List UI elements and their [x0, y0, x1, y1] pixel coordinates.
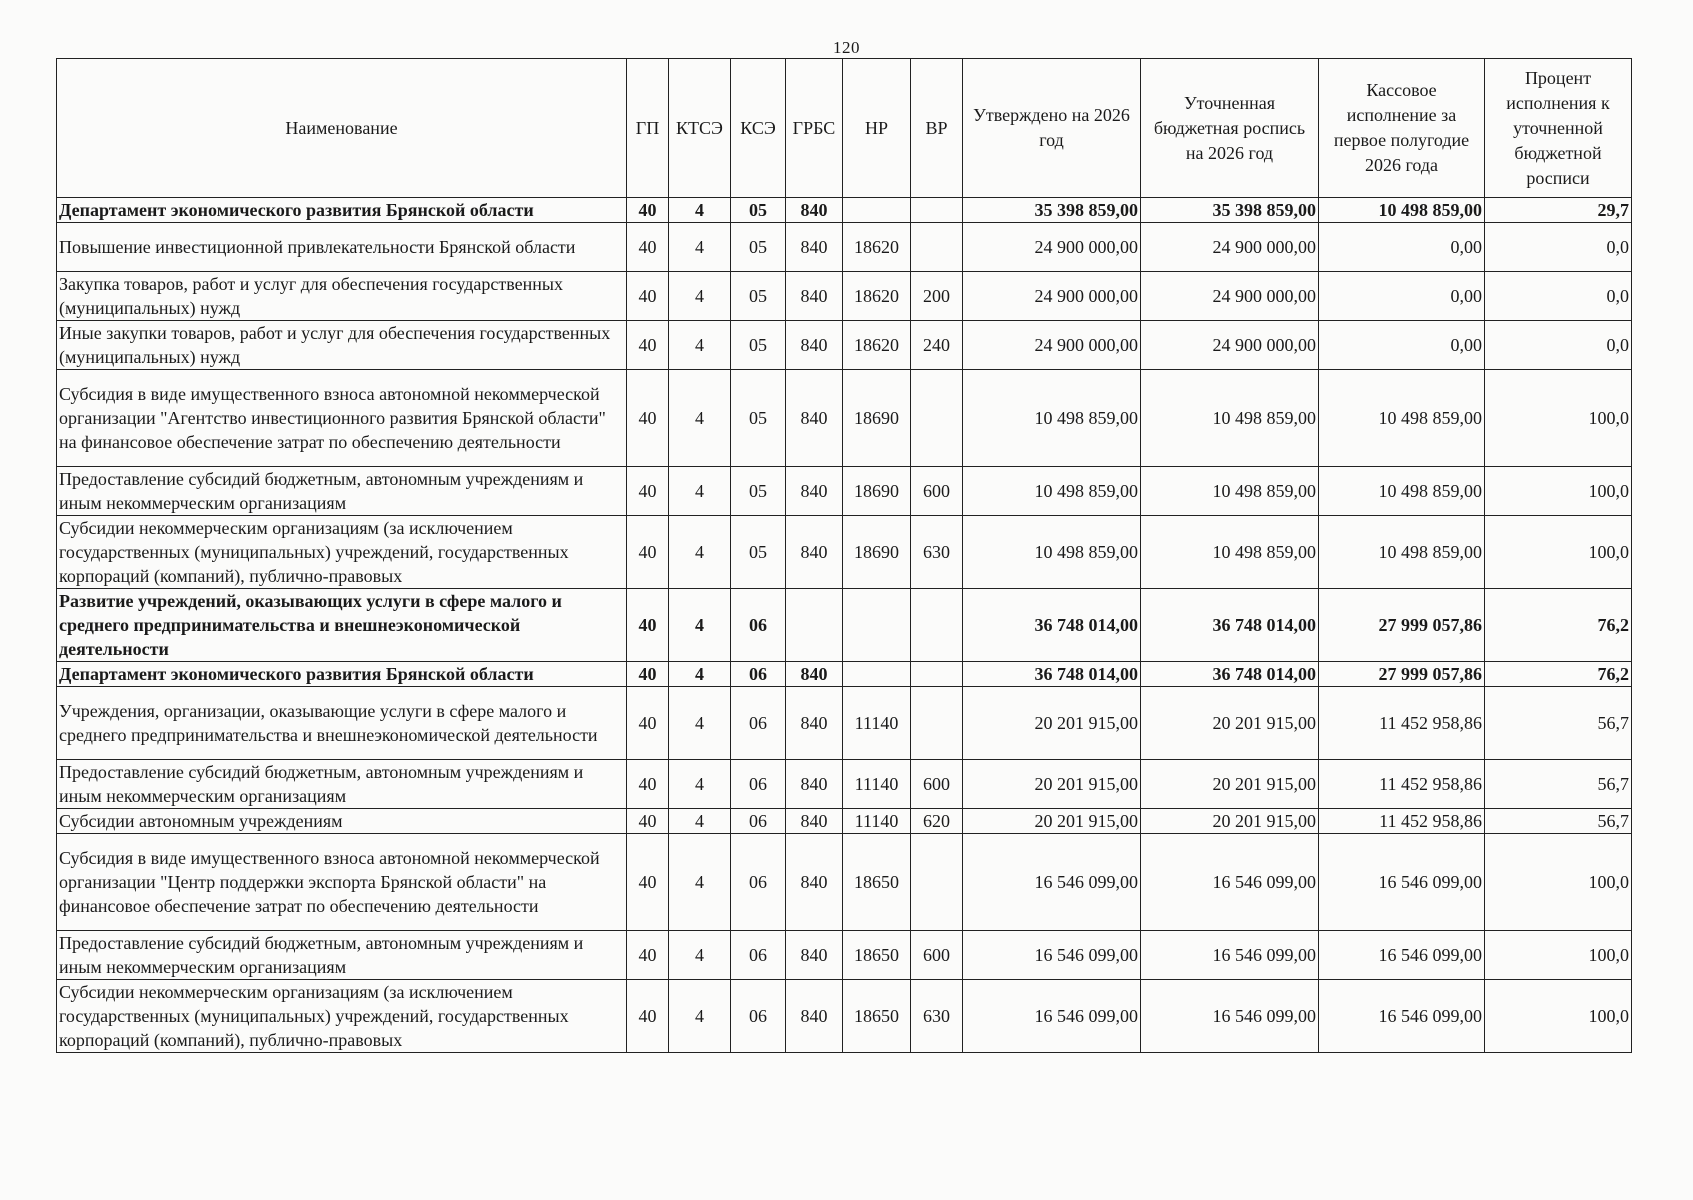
- table-row: [57, 467, 1632, 516]
- cell-refined: 24 900 000,00: [1141, 272, 1319, 321]
- cell-approved: 20 201 915,00: [963, 687, 1141, 760]
- cell-kse: 06: [731, 980, 786, 1053]
- cell-refined: 36 748 014,00: [1141, 589, 1319, 662]
- cell-kse: 05: [731, 467, 786, 516]
- cell-ktse: 4: [669, 931, 731, 980]
- cell-percent: 56,7: [1485, 687, 1632, 760]
- cell-name: Повышение инвестиционной привлекательности Брянской области: [57, 223, 627, 272]
- cell-vr: [911, 198, 963, 223]
- cell-nr: [843, 198, 911, 223]
- cell-grbs: [786, 589, 843, 662]
- cell-gp: 40: [627, 760, 669, 809]
- table-row: [57, 980, 1632, 1053]
- cell-ktse: 4: [669, 370, 731, 467]
- cell-refined: 16 546 099,00: [1141, 980, 1319, 1053]
- cell-approved: 10 498 859,00: [963, 467, 1141, 516]
- cell-vr: 620: [911, 809, 963, 834]
- table-row: [57, 198, 1632, 223]
- cell-percent: 56,7: [1485, 809, 1632, 834]
- header-cash: Кассовое исполнение за первое полугодие 2026 года: [1319, 59, 1485, 198]
- header-refined: Уточненная бюджетная роспись на 2026 год: [1141, 59, 1319, 198]
- cell-gp: 40: [627, 272, 669, 321]
- cell-gp: 40: [627, 516, 669, 589]
- cell-percent: 76,2: [1485, 662, 1632, 687]
- cell-percent: 100,0: [1485, 370, 1632, 467]
- cell-nr: 11140: [843, 760, 911, 809]
- cell-vr: [911, 834, 963, 931]
- cell-vr: 240: [911, 321, 963, 370]
- table-row: [57, 687, 1632, 760]
- cell-nr: 18690: [843, 467, 911, 516]
- cell-kse: 06: [731, 760, 786, 809]
- header-kse: КСЭ: [731, 59, 786, 198]
- cell-vr: 600: [911, 760, 963, 809]
- page-number: 120: [833, 38, 860, 57]
- cell-vr: [911, 662, 963, 687]
- cell-name: Закупка товаров, работ и услуг для обеспечения государственных (муниципальных) нужд: [57, 272, 627, 321]
- cell-vr: 600: [911, 931, 963, 980]
- cell-grbs: 840: [786, 321, 843, 370]
- table-row: [57, 223, 1632, 272]
- cell-kse: 06: [731, 662, 786, 687]
- table-header: [57, 59, 1632, 198]
- header-gp: ГП: [627, 59, 669, 198]
- header-percent: Процент исполнения к уточненной бюджетной росписи: [1485, 59, 1632, 198]
- table-row: [57, 272, 1632, 321]
- cell-nr: [843, 589, 911, 662]
- cell-vr: 630: [911, 516, 963, 589]
- cell-cash: 0,00: [1319, 272, 1485, 321]
- cell-name: Субсидии некоммерческим организациям (за исключением государственных (муниципальных) учреждений, государственных корпораций (компаний), публично-правовых: [57, 516, 627, 589]
- cell-name: Субсидия в виде имущественного взноса автономной некоммерческой организации "Агентство инвестиционного развития Брянской области" на финансовое обеспечение затрат по обеспечению деятельности: [57, 370, 627, 467]
- cell-grbs: 840: [786, 272, 843, 321]
- cell-kse: 06: [731, 589, 786, 662]
- cell-name: Иные закупки товаров, работ и услуг для обеспечения государственных (муниципальных) нужд: [57, 321, 627, 370]
- cell-cash: 27 999 057,86: [1319, 662, 1485, 687]
- cell-percent: 29,7: [1485, 198, 1632, 223]
- cell-gp: 40: [627, 931, 669, 980]
- table-row: [57, 321, 1632, 370]
- cell-nr: 18690: [843, 370, 911, 467]
- cell-cash: 11 452 958,86: [1319, 809, 1485, 834]
- cell-vr: 630: [911, 980, 963, 1053]
- cell-cash: 11 452 958,86: [1319, 760, 1485, 809]
- header-name: Наименование: [57, 59, 627, 198]
- cell-approved: 24 900 000,00: [963, 223, 1141, 272]
- cell-name: Департамент экономического развития Брянской области: [57, 662, 627, 687]
- cell-gp: 40: [627, 198, 669, 223]
- cell-ktse: 4: [669, 662, 731, 687]
- cell-nr: 18650: [843, 931, 911, 980]
- cell-kse: 05: [731, 223, 786, 272]
- cell-approved: 36 748 014,00: [963, 589, 1141, 662]
- cell-refined: 20 201 915,00: [1141, 809, 1319, 834]
- header-nr: НР: [843, 59, 911, 198]
- cell-gp: 40: [627, 321, 669, 370]
- cell-cash: 16 546 099,00: [1319, 834, 1485, 931]
- cell-vr: 600: [911, 467, 963, 516]
- cell-gp: 40: [627, 834, 669, 931]
- cell-name: Субсидия в виде имущественного взноса автономной некоммерческой организации "Центр поддержки экспорта Брянской области" на финансовое обеспечение затрат по обеспечению деятельности: [57, 834, 627, 931]
- cell-grbs: 840: [786, 980, 843, 1053]
- cell-nr: 18650: [843, 834, 911, 931]
- cell-approved: 24 900 000,00: [963, 321, 1141, 370]
- cell-refined: 10 498 859,00: [1141, 370, 1319, 467]
- cell-grbs: 840: [786, 467, 843, 516]
- cell-percent: 100,0: [1485, 834, 1632, 931]
- cell-cash: 16 546 099,00: [1319, 980, 1485, 1053]
- cell-kse: 06: [731, 809, 786, 834]
- cell-refined: 24 900 000,00: [1141, 321, 1319, 370]
- cell-gp: 40: [627, 467, 669, 516]
- table-row: [57, 809, 1632, 834]
- cell-approved: 35 398 859,00: [963, 198, 1141, 223]
- cell-gp: 40: [627, 980, 669, 1053]
- cell-gp: 40: [627, 589, 669, 662]
- cell-grbs: 840: [786, 516, 843, 589]
- header-row: [57, 59, 1632, 198]
- cell-ktse: 4: [669, 980, 731, 1053]
- cell-ktse: 4: [669, 223, 731, 272]
- cell-kse: 05: [731, 321, 786, 370]
- cell-kse: 06: [731, 834, 786, 931]
- cell-nr: 18690: [843, 516, 911, 589]
- cell-ktse: 4: [669, 321, 731, 370]
- cell-approved: 16 546 099,00: [963, 834, 1141, 931]
- cell-kse: 05: [731, 272, 786, 321]
- cell-ktse: 4: [669, 589, 731, 662]
- table-row: [57, 834, 1632, 931]
- cell-cash: 16 546 099,00: [1319, 931, 1485, 980]
- cell-grbs: 840: [786, 662, 843, 687]
- cell-nr: 18620: [843, 321, 911, 370]
- cell-nr: 18620: [843, 223, 911, 272]
- cell-grbs: 840: [786, 760, 843, 809]
- cell-cash: 11 452 958,86: [1319, 687, 1485, 760]
- cell-nr: [843, 662, 911, 687]
- cell-ktse: 4: [669, 809, 731, 834]
- table-row: [57, 589, 1632, 662]
- cell-refined: 20 201 915,00: [1141, 687, 1319, 760]
- cell-vr: [911, 370, 963, 467]
- table-row: [57, 516, 1632, 589]
- cell-ktse: 4: [669, 834, 731, 931]
- cell-name: Предоставление субсидий бюджетным, автономным учреждениям и иным некоммерческим организациям: [57, 467, 627, 516]
- cell-grbs: 840: [786, 931, 843, 980]
- cell-approved: 20 201 915,00: [963, 809, 1141, 834]
- cell-vr: [911, 223, 963, 272]
- cell-percent: 100,0: [1485, 980, 1632, 1053]
- cell-ktse: 4: [669, 467, 731, 516]
- cell-ktse: 4: [669, 760, 731, 809]
- cell-gp: 40: [627, 370, 669, 467]
- table-row: [57, 662, 1632, 687]
- cell-cash: 10 498 859,00: [1319, 516, 1485, 589]
- cell-nr: 11140: [843, 809, 911, 834]
- cell-nr: 18650: [843, 980, 911, 1053]
- cell-cash: 10 498 859,00: [1319, 198, 1485, 223]
- cell-gp: 40: [627, 223, 669, 272]
- cell-cash: 27 999 057,86: [1319, 589, 1485, 662]
- cell-gp: 40: [627, 809, 669, 834]
- cell-ktse: 4: [669, 272, 731, 321]
- cell-approved: 36 748 014,00: [963, 662, 1141, 687]
- cell-approved: 20 201 915,00: [963, 760, 1141, 809]
- table-body: [57, 198, 1632, 1053]
- cell-nr: 11140: [843, 687, 911, 760]
- header-ktse: КТСЭ: [669, 59, 731, 198]
- cell-percent: 0,0: [1485, 223, 1632, 272]
- cell-refined: 16 546 099,00: [1141, 931, 1319, 980]
- cell-name: Департамент экономического развития Брянской области: [57, 198, 627, 223]
- cell-gp: 40: [627, 687, 669, 760]
- cell-approved: 16 546 099,00: [963, 931, 1141, 980]
- cell-percent: 100,0: [1485, 931, 1632, 980]
- cell-approved: 10 498 859,00: [963, 516, 1141, 589]
- cell-approved: 24 900 000,00: [963, 272, 1141, 321]
- cell-name: Субсидии некоммерческим организациям (за исключением государственных (муниципальных) учреждений, государственных корпораций (компаний), публично-правовых: [57, 980, 627, 1053]
- cell-refined: 16 546 099,00: [1141, 834, 1319, 931]
- cell-kse: 05: [731, 198, 786, 223]
- budget-table: [56, 58, 1632, 1053]
- cell-grbs: 840: [786, 370, 843, 467]
- cell-name: Предоставление субсидий бюджетным, автономным учреждениям и иным некоммерческим организациям: [57, 760, 627, 809]
- cell-percent: 76,2: [1485, 589, 1632, 662]
- cell-name: Развитие учреждений, оказывающих услуги в сфере малого и среднего предпринимательства и внешнеэкономической деятельности: [57, 589, 627, 662]
- cell-cash: 0,00: [1319, 321, 1485, 370]
- cell-percent: 56,7: [1485, 760, 1632, 809]
- cell-kse: 05: [731, 370, 786, 467]
- cell-name: Субсидии автономным учреждениям: [57, 809, 627, 834]
- cell-refined: 20 201 915,00: [1141, 760, 1319, 809]
- cell-percent: 0,0: [1485, 321, 1632, 370]
- cell-approved: 10 498 859,00: [963, 370, 1141, 467]
- cell-kse: 06: [731, 931, 786, 980]
- cell-vr: [911, 687, 963, 760]
- cell-name: Учреждения, организации, оказывающие услуги в сфере малого и среднего предпринимательства и внешнеэкономической деятельности: [57, 687, 627, 760]
- cell-grbs: 840: [786, 223, 843, 272]
- cell-kse: 05: [731, 516, 786, 589]
- cell-refined: 35 398 859,00: [1141, 198, 1319, 223]
- cell-ktse: 4: [669, 687, 731, 760]
- header-approved: Утверждено на 2026 год: [963, 59, 1141, 198]
- cell-grbs: 840: [786, 809, 843, 834]
- cell-refined: 10 498 859,00: [1141, 467, 1319, 516]
- header-grbs: ГРБС: [786, 59, 843, 198]
- header-vr: ВР: [911, 59, 963, 198]
- cell-cash: 10 498 859,00: [1319, 370, 1485, 467]
- cell-gp: 40: [627, 662, 669, 687]
- cell-refined: 24 900 000,00: [1141, 223, 1319, 272]
- cell-cash: 0,00: [1319, 223, 1485, 272]
- cell-ktse: 4: [669, 516, 731, 589]
- cell-nr: 18620: [843, 272, 911, 321]
- cell-percent: 100,0: [1485, 467, 1632, 516]
- cell-ktse: 4: [669, 198, 731, 223]
- cell-name: Предоставление субсидий бюджетным, автономным учреждениям и иным некоммерческим организациям: [57, 931, 627, 980]
- cell-vr: 200: [911, 272, 963, 321]
- cell-refined: 36 748 014,00: [1141, 662, 1319, 687]
- table-row: [57, 931, 1632, 980]
- table-row: [57, 370, 1632, 467]
- cell-refined: 10 498 859,00: [1141, 516, 1319, 589]
- cell-approved: 16 546 099,00: [963, 980, 1141, 1053]
- table-row: [57, 760, 1632, 809]
- cell-kse: 06: [731, 687, 786, 760]
- cell-grbs: 840: [786, 687, 843, 760]
- cell-cash: 10 498 859,00: [1319, 467, 1485, 516]
- cell-vr: [911, 589, 963, 662]
- cell-percent: 0,0: [1485, 272, 1632, 321]
- cell-grbs: 840: [786, 198, 843, 223]
- cell-grbs: 840: [786, 834, 843, 931]
- cell-percent: 100,0: [1485, 516, 1632, 589]
